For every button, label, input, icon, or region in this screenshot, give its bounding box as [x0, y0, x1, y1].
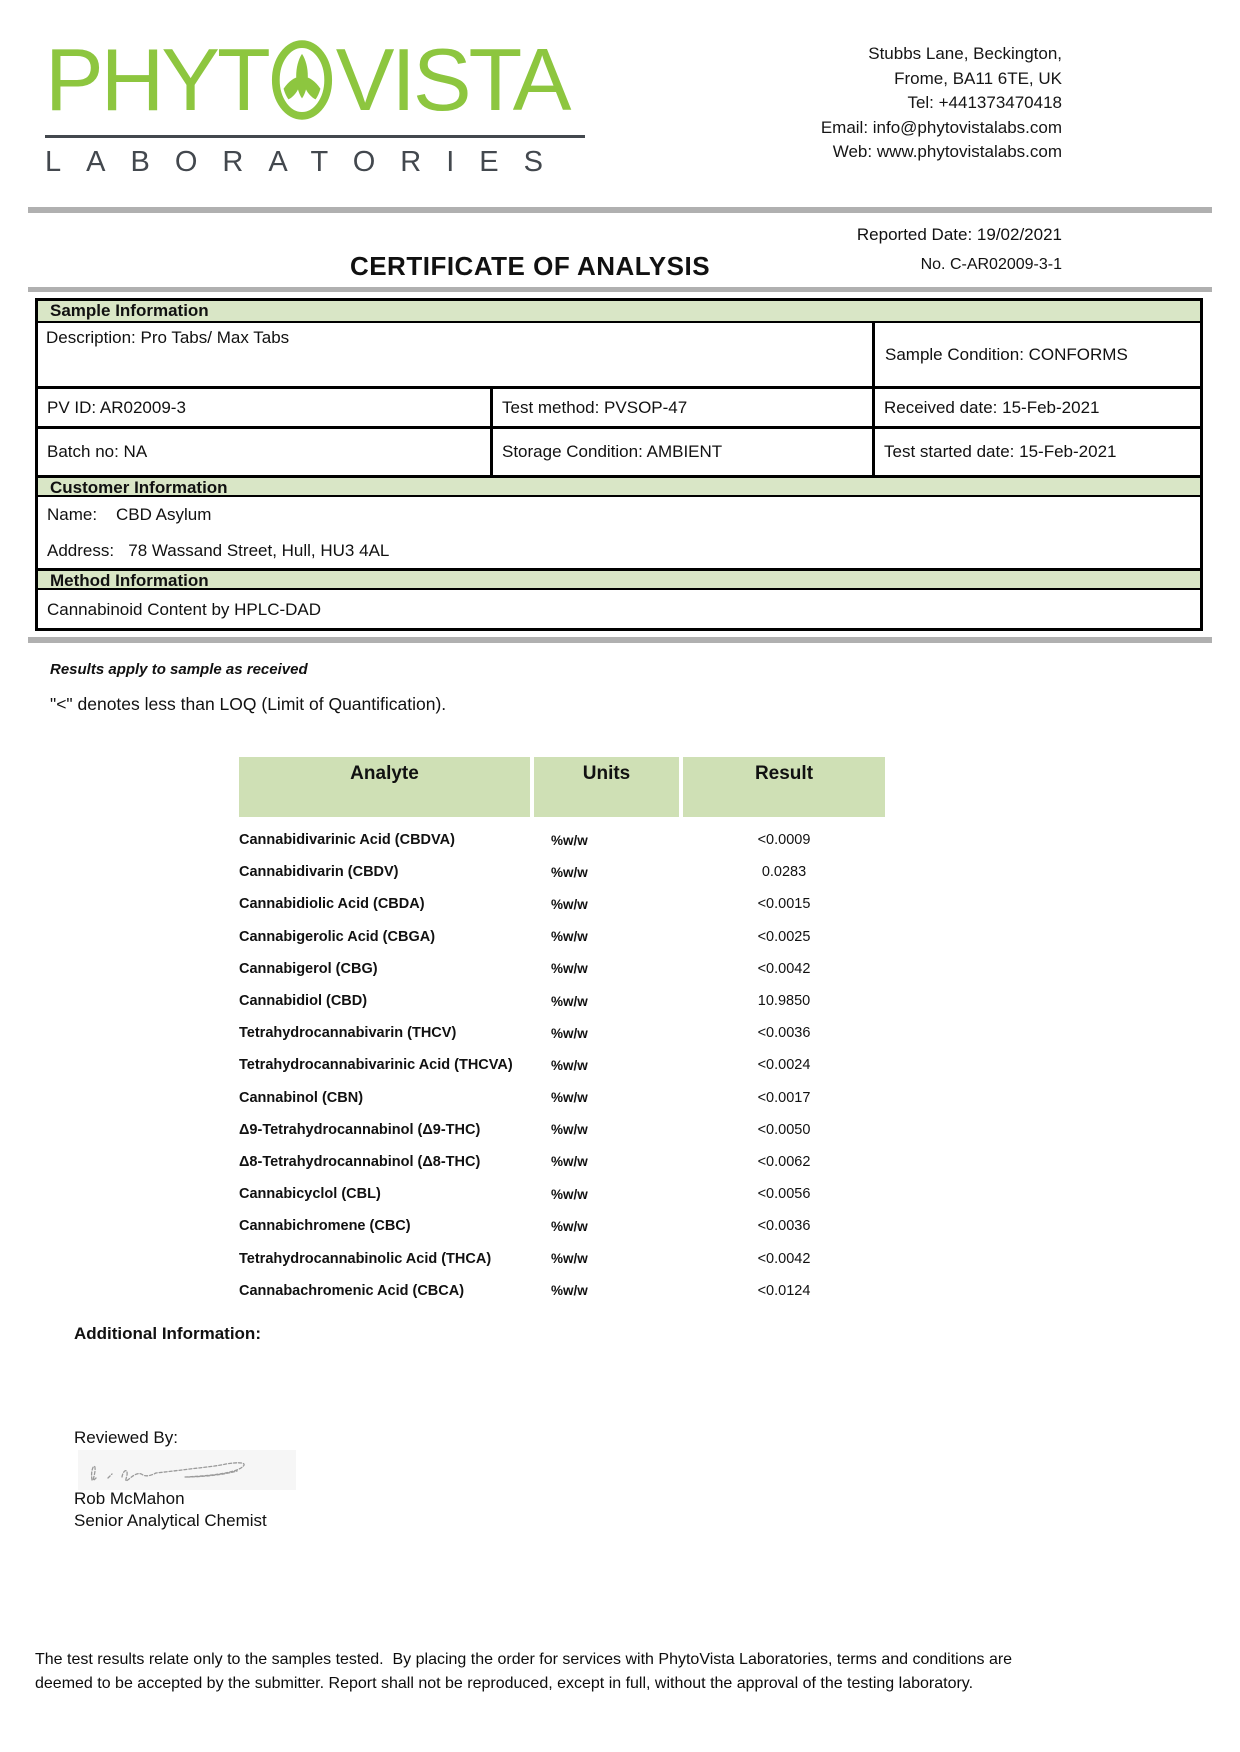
contact-block [821, 42, 1062, 165]
analyte-units: %w/w [551, 1251, 588, 1267]
analyte-units: %w/w [551, 832, 588, 848]
results-rows [239, 824, 885, 1307]
analyte-result: 0.0283 [761, 864, 807, 881]
logo-word-pre: PHYT [45, 30, 268, 129]
logo-rule [45, 135, 585, 138]
table-row [239, 1114, 885, 1146]
analyte-result: <0.0025 [757, 928, 811, 945]
section-header-customer: Customer Information [38, 475, 1200, 497]
analyte-name: Cannabidivarin (CBDV) [239, 864, 399, 881]
leaf-o-icon [270, 38, 334, 122]
analyte-result: <0.0056 [757, 1186, 811, 1203]
analyte-result: <0.0124 [757, 1282, 811, 1299]
results-table [239, 757, 885, 1307]
analyte-name: Cannabidiol (CBD) [239, 993, 368, 1010]
pv-row [38, 389, 1200, 429]
table-row [239, 1049, 885, 1081]
customer-body [38, 497, 1200, 568]
signature-image [78, 1450, 296, 1490]
logo-subtitle: LABORATORIES [45, 146, 568, 178]
section-header-method: Method Information [38, 568, 1200, 590]
batch-row [38, 429, 1200, 475]
analyte-name: Cannabicyclol (CBL) [239, 1186, 381, 1203]
table-row [239, 824, 885, 856]
analyte-name: Cannabidivarinic Acid (CBDVA) [239, 832, 455, 849]
analyte-name: Cannabigerolic Acid (CBGA) [239, 928, 436, 945]
test-method-cell: Test method: PVSOP-47 [493, 389, 875, 426]
contact-line-email: Email: info@phytovistalabs.com [820, 117, 1062, 137]
signature-scribble-icon [78, 1450, 296, 1490]
phytovista-logo [45, 28, 590, 179]
analyte-units: %w/w [551, 993, 588, 1009]
analyte-result: <0.0036 [757, 1218, 811, 1235]
batch-no-cell: Batch no: NA [38, 429, 493, 475]
table-row [239, 888, 885, 920]
additional-info-label: Additional Information: [74, 1324, 261, 1343]
analyte-result: <0.0036 [757, 1025, 811, 1042]
analyte-result: <0.0017 [757, 1089, 811, 1106]
analyte-result: <0.0062 [757, 1153, 811, 1170]
reviewer-name: Rob McMahon [74, 1489, 185, 1508]
reviewed-by-label: Reviewed By: [74, 1428, 178, 1447]
table-row [239, 1275, 885, 1307]
customer-address: Address: 78 Wassand Street, Hull, HU3 4AL [47, 541, 390, 560]
reviewer-title: Senior Analytical Chemist [74, 1511, 267, 1530]
analyte-units: %w/w [551, 929, 588, 945]
col-header-result: Result [683, 757, 885, 817]
analyte-units: %w/w [551, 896, 588, 912]
analyte-result: 10.9850 [757, 993, 811, 1010]
analyte-result: <0.0009 [757, 832, 811, 849]
analyte-name: Cannabichromene (CBC) [239, 1218, 411, 1235]
analyte-name: Tetrahydrocannabivarinic Acid (THCVA) [239, 1057, 513, 1074]
sample-condition-cell: Sample Condition: CONFORMS [885, 344, 1128, 364]
analyte-name: Cannabachromenic Acid (CBCA) [239, 1282, 465, 1299]
analyte-units: %w/w [551, 1283, 588, 1299]
table-row [239, 985, 885, 1017]
customer-name: Name: CBD Asylum [47, 505, 212, 524]
analyte-name: Cannabinol (CBN) [239, 1089, 364, 1106]
analyte-name: Cannabigerol (CBG) [239, 960, 378, 977]
table-row [239, 921, 885, 953]
reported-date: Reported Date: 19/02/2021 [856, 225, 1062, 244]
divider-bar-bottom [28, 637, 1212, 643]
contact-line-address1: Stubbs Lane, Beckington, [868, 44, 1062, 63]
description-row [38, 323, 1200, 389]
table-row [239, 1146, 885, 1178]
footer-line-1: The test results relate only to the samples tested. By placing the order for services with PhytoVista Laboratories, terms and conditions are [35, 1651, 1013, 1668]
logo-wordmark [45, 28, 590, 132]
analyte-units: %w/w [551, 1025, 588, 1041]
pv-id-cell: PV ID: AR02009-3 [38, 389, 493, 426]
divider-bar-top [28, 207, 1212, 213]
contact-line-tel: Tel: +441373470418 [907, 93, 1062, 112]
table-row [239, 1210, 885, 1242]
analyte-result: <0.0050 [757, 1121, 811, 1138]
analyte-result: <0.0042 [757, 1250, 811, 1267]
col-header-analyte: Analyte [239, 757, 530, 817]
table-row [239, 856, 885, 888]
footer-line-2: deemed to be accepted by the submitter. Report shall not be reproduced, except in full, without the approval of the testing laboratory. [35, 1675, 974, 1692]
doc-number: No. C-AR02009-3-1 [920, 256, 1062, 273]
results-header [239, 757, 885, 817]
storage-condition-cell: Storage Condition: AMBIENT [493, 429, 875, 475]
description-cell: Description: Pro Tabs/ Max Tabs [38, 323, 875, 386]
table-row [239, 953, 885, 985]
contact-line-web: Web: www.phytovistalabs.com [832, 142, 1062, 161]
analyte-units: %w/w [551, 864, 588, 880]
analyte-result: <0.0042 [757, 960, 811, 977]
contact-line-address2: Frome, BA11 6TE, UK [894, 68, 1062, 88]
analyte-units: %w/w [551, 1057, 588, 1073]
analyte-units: %w/w [551, 961, 588, 977]
table-row [239, 1082, 885, 1114]
method-text: Cannabinoid Content by HPLC-DAD [47, 600, 322, 619]
note-loq: "<" denotes less than LOQ (Limit of Quantification). [50, 694, 447, 714]
analyte-result: <0.0024 [757, 1057, 811, 1074]
analyte-name: Δ8-Tetrahydrocannabinol (Δ8-THC) [239, 1153, 481, 1170]
table-row [239, 1242, 885, 1274]
section-header-sample: Sample Information [38, 301, 1200, 323]
analyte-name: Tetrahydrocannabivarin (THCV) [239, 1025, 457, 1042]
analyte-units: %w/w [551, 1218, 588, 1234]
analyte-result: <0.0015 [757, 896, 811, 913]
analyte-units: %w/w [551, 1186, 588, 1202]
info-table [35, 298, 1203, 631]
page-title: CERTIFICATE OF ANALYSIS [349, 251, 711, 281]
logo-word-post: VISTA [335, 30, 569, 129]
footer-text [35, 1648, 1205, 1696]
divider-bar-mid [28, 287, 1212, 292]
analyte-units: %w/w [551, 1090, 588, 1106]
note-results-apply: Results apply to sample as received [50, 661, 308, 678]
analyte-units: %w/w [551, 1154, 588, 1170]
col-header-units: Units [534, 757, 679, 817]
analyte-name: Cannabidiolic Acid (CBDA) [239, 896, 425, 913]
analyte-name: Tetrahydrocannabinolic Acid (THCA) [239, 1250, 492, 1267]
analyte-name: Δ9-Tetrahydrocannabinol (Δ9-THC) [239, 1121, 481, 1138]
test-started-cell: Test started date: 15-Feb-2021 [884, 442, 1117, 461]
analyte-units: %w/w [551, 1122, 588, 1138]
table-row [239, 1178, 885, 1210]
table-row [239, 1017, 885, 1049]
received-date-cell: Received date: 15-Feb-2021 [884, 397, 1100, 417]
